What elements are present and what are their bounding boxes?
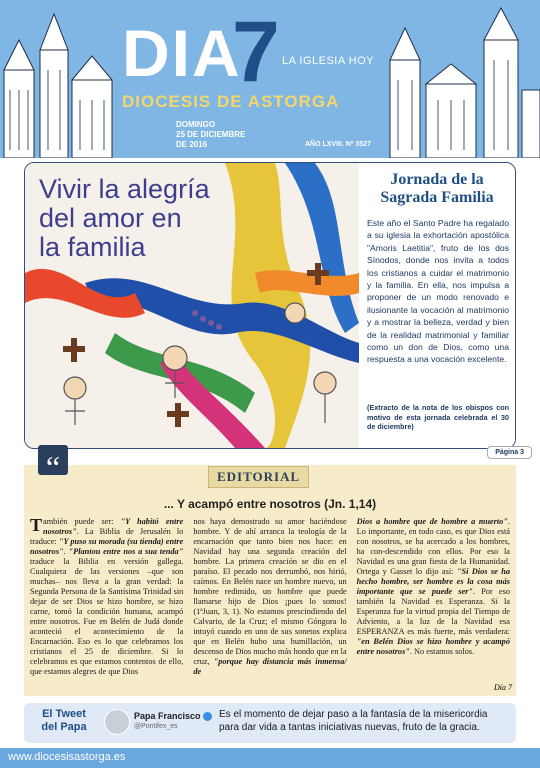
text-run: . No estamos solos. [409,647,475,656]
sidebar-title [359,171,515,207]
editorial-label: EDITORIAL [208,466,309,488]
text-run: . [63,547,69,556]
masthead-diocese: DIOCESIS DE ASTORGA [122,92,340,111]
tweet-label [32,708,96,734]
tweet-text: Es el momento de dejar paso a la fantasía de la misericordia para dar vida a tantas iniciativas nuevas, fruto de la gracia. [219,709,488,733]
text-run: . Por eso también la Navidad es Esperanza. Si la Esperanza fue la virtud propia del Tiempo de Adviento, a la luz de la Navidad esa ESPERANZA es más fuerte, más verdadera: [356,587,510,636]
masthead [0,0,540,158]
hero-sidebar [359,163,515,448]
page-reference-link[interactable]: Página 3 [487,446,532,459]
editorial-heading: ... Y acampó entre nosotros (Jn. 1,14) [163,497,377,511]
editorial-column-3 [357,517,510,677]
avatar [104,709,130,735]
tweet-label-line1: El Tweet [42,708,86,720]
quote-run: "porque hay distancia más inmensa/ de [193,657,347,676]
hero-headline-line1: Vivir la alegría [39,174,210,204]
verified-badge-icon [203,712,212,721]
text-run: ambién puede ser: [43,517,121,526]
issue-date-line3: DE 2016 [176,140,208,149]
issue-date [176,120,245,150]
quote-run: "Si Dios se ha hecho hombre, ser hombre es la cosa más importante que se puede ser" [356,567,510,596]
cathedral-skyline-left-illustration [0,0,120,158]
sidebar-title-line1: Jornada de la [390,171,484,188]
quote-run: "Plantou entre nos a sua tenda" [68,547,184,556]
quote-run: "en Belén Dios se hizo hombre y acampó entre nosotros" [356,637,510,656]
editorial-columns [30,517,510,677]
issue-number: AÑO LXVIII. Nº 3527 [305,141,371,148]
footer-website-link[interactable]: www.diocesisastorga.es [8,751,126,763]
sidebar-note: (Extracto de la nota de los obispos con motivo de esta jornada celebrada el 30 de diciembre) [367,403,509,431]
hero-headline-line3: la familia [39,232,146,262]
masthead-title-word: DIA [122,16,242,90]
quote-run: Dios a hombre que de hombre a muerto" [356,517,508,526]
cathedral-skyline-right-illustration [380,0,540,158]
hero-headline [39,175,210,262]
hero-feature [24,162,516,449]
text-run: . La Biblia de Jerusalén lo traduce: [30,527,184,546]
quote-marks-icon: “ [38,445,68,475]
text-run: . Lo importante, en todo caso, es que Dios está con nosotros, se ha acercado a los hombres, ha con-descendido con ellos. Por eso la Navidad es una gran fiesta de la Humanidad. Ortega y Gasset lo dijo así: [356,517,510,576]
footer-bar [0,748,540,768]
author-name-text: Papa Francisco [134,711,201,721]
text-run: traduce la Biblia en versión gallega. Cualquiera de las versiones –que son muchas– nos lleva a la gran verdad: la Segunda Persona de la Santísima Trinidad sin dejar de ser Dios se hizo hombre, se hizo carne, tomó la condición humana, acampó entre nosotros. Fue en Belén de Judá donde aconteció el acontecimiento de la Encarnación. Eso es lo que celebramos los cristianos el 25 de diciembre. Si lo celebramos es que estamos contentos de ello, que estamos alegres de que Dios [30,557,184,676]
editorial-column-1 [30,517,183,677]
sidebar-body: Este año el Santo Padre ha regalado a su iglesia la exhortación apostólica "Amoris Laetitia", fruto de los dos Sínodos, donde nos invita a todos los cristianos a cuidar el matrimonio y la familia. En ella, nos impulsa a proponer de un modo renovado e ilusionante la vocación al matrimonio y a mostrar la belleza, verdad y bien de la realidad matrimonial y familiar como un don de Dios, como una respuesta a una vocación excelente. [367,218,509,365]
quote-run: "Y habitó entre nosotros" [43,517,184,536]
tweet-author-handle[interactable]: @Pontifex_es [134,723,178,730]
editorial-signature: Día 7 [494,683,512,692]
sidebar-title-line2: Sagrada Familia [380,189,494,206]
tweet-label-line2: del Papa [41,721,87,733]
dropcap: T [30,515,43,535]
tweet-author-name [134,711,212,721]
issue-date-line1: DOMINGO [176,120,216,129]
editorial-column-2 [193,517,346,677]
pope-tweet-box [24,703,516,743]
text-run: nos haya demostrado su amor haciéndose hombre. Y de ahí arranca la teología de la encarnación que tanto bien nos hace: en Navidad hay una segunda creación del hombre. La primera creación se dio en el paraíso. El pecado nos derrumbó, nos hirió, caímos. En Belén nace un hombre nuevo, un hombre redimido, un hombre que puede llamarse hijo de Dios ¡pues lo somos! (1ªJuan, 3, 1). No estamos prescindiendo del Calvario, de la Cruz; el mismo Góngora lo intuyó cuando en uno de sus sonetos explica que en Belén hubo una humillación, un descenso de Dios mucho más hondo que en la cruz, [193,517,347,666]
issue-date-line2: 25 DE DICIEMBRE [176,130,246,139]
hero-headline-line2: del amor en [39,203,182,233]
masthead-tagline: LA IGLESIA HOY [282,55,374,67]
quote-run: "Y puso su morada (su tienda) entre nosotros" [30,537,184,556]
masthead-title-number: 7 [232,4,280,100]
